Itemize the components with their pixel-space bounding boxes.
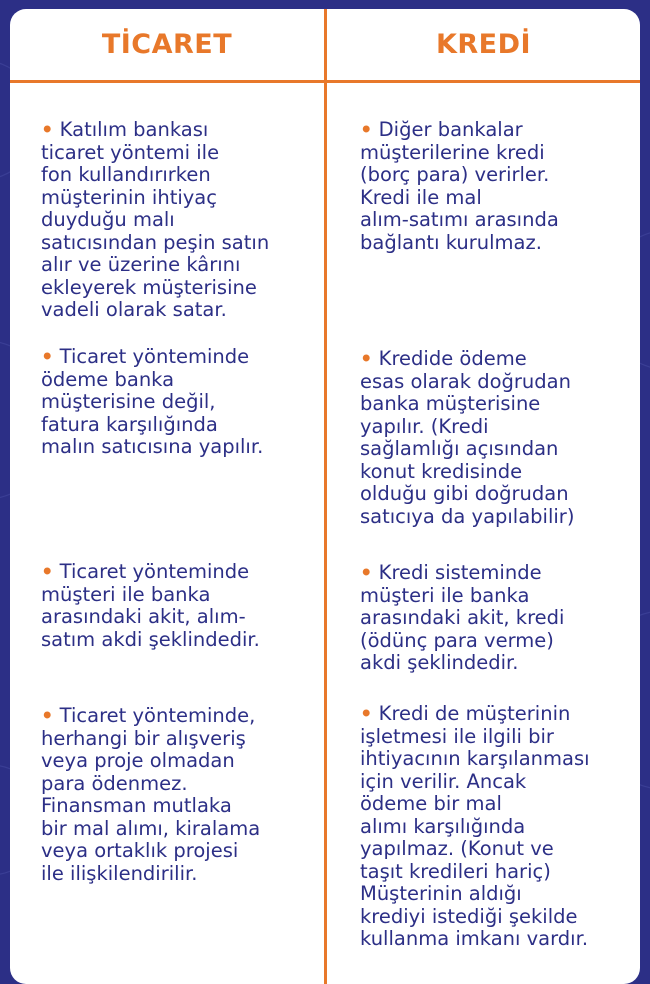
ticaret-text-2: Ticaret yönteminde ödeme banka müşterisine değil, fatura karşılığında malın satıcısına yapılır.	[41, 345, 264, 458]
bullet-icon: •	[41, 345, 54, 368]
comparison-table	[10, 9, 640, 984]
ticaret-item-4	[41, 705, 316, 885]
kredi-text-4: Kredi de müşterinin işletmesi ile ilgili bir ihtiyacının karşılanması için verilir. Ancak ödeme bir mal alımı karşılığında yapılmaz. (Konut ve taşıt kredileri hariç) Müşterinin aldığı krediyi istediği şekilde kullanma imkanı vardır.	[360, 702, 590, 950]
ticaret-item-3	[41, 561, 316, 651]
bullet-icon: •	[41, 560, 54, 583]
kredi-item-3	[360, 562, 635, 675]
bullet-icon: •	[360, 118, 373, 141]
header-kredi: KREDİ	[435, 29, 532, 60]
ticaret-text-3: Ticaret yönteminde müşteri ile banka arasındaki akit, alım- satım akdi şeklindedir.	[41, 560, 260, 651]
bullet-icon: •	[41, 704, 54, 727]
header-divider	[10, 80, 640, 83]
ticaret-item-1	[41, 119, 316, 322]
kredi-item-2	[360, 348, 635, 528]
kredi-text-3: Kredi sisteminde müşteri ile banka arasındaki akit, kredi (ödünç para verme) akdi şeklindedir.	[360, 561, 565, 674]
bullet-icon: •	[360, 347, 373, 370]
bullet-icon: •	[360, 702, 373, 725]
column-divider	[324, 9, 327, 984]
ticaret-text-1: Katılım bankası ticaret yöntemi ile fon kullandırırken müşterinin ihtiyaç duyduğu malı satıcısından peşin satın alır ve üzerine kârını ekleyerek müşterisine vadeli olarak satar.	[41, 118, 270, 321]
kredi-item-4	[360, 703, 635, 951]
bullet-icon: •	[41, 118, 54, 141]
ticaret-item-2	[41, 346, 316, 459]
kredi-text-1: Diğer bankalar müşterilerine kredi (borç para) verirler. Kredi ile mal alım-satımı arasında bağlantı kurulmaz.	[360, 118, 559, 254]
header-ticaret: TİCARET	[101, 29, 233, 60]
kredi-item-1	[360, 119, 635, 254]
bullet-icon: •	[360, 561, 373, 584]
kredi-text-2: Kredide ödeme esas olarak doğrudan banka müşterisine yapılır. (Kredi sağlamlığı açısından konut kredisinde olduğu gibi doğrudan satıcıya da yapılabilir)	[360, 347, 575, 528]
ticaret-text-4: Ticaret yönteminde, herhangi bir alışveriş veya proje olmadan para ödenmez. Finansman mutlaka bir mal alımı, kiralama veya ortaklık projesi ile ilişkilendirilir.	[41, 704, 261, 885]
